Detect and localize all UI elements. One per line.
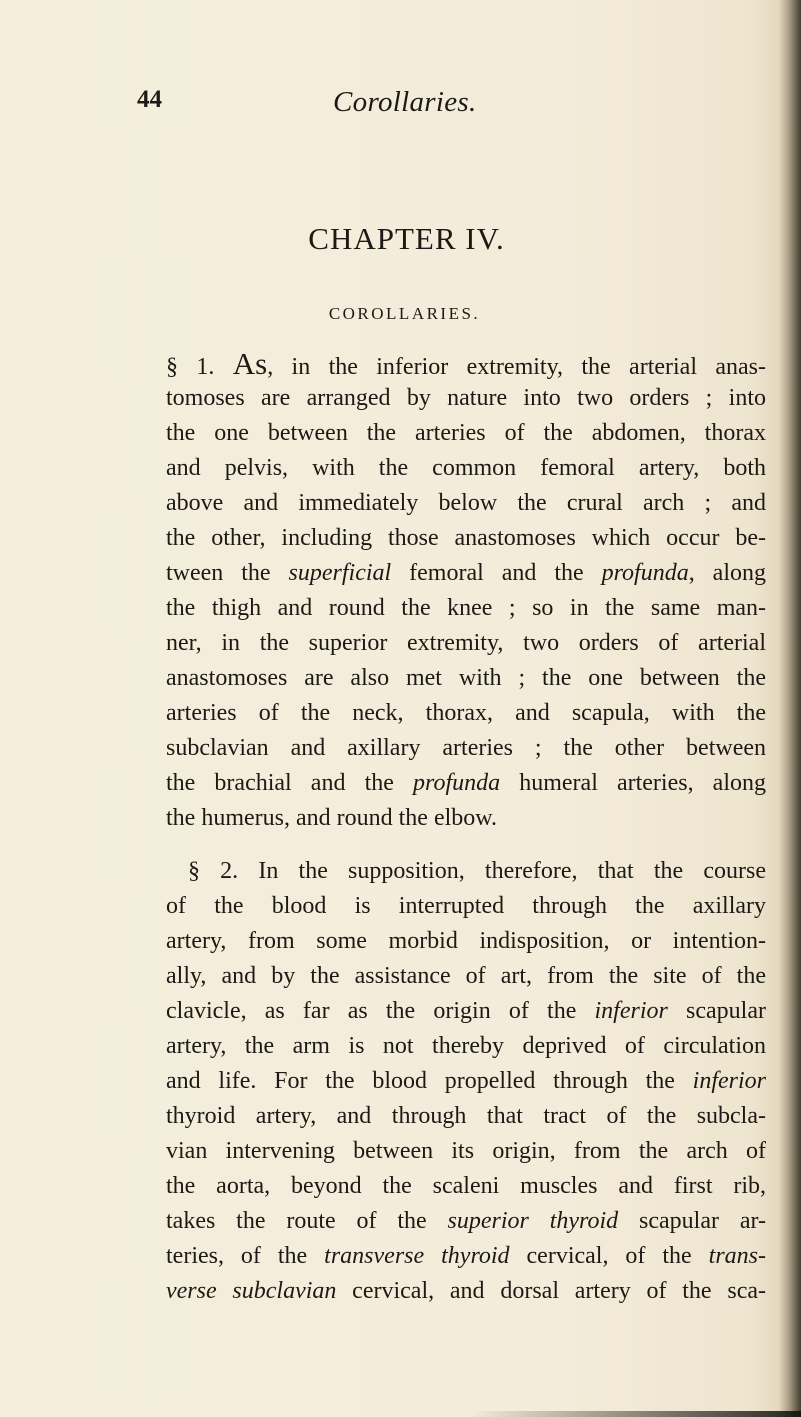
page-edge-shadow	[779, 0, 801, 1417]
page-bottom-shadow	[470, 1411, 801, 1417]
text-line: verse subclavian cervical, and dorsal artery of the sca-	[166, 1278, 766, 1304]
text-line: takes the route of the superior thyroid scapular ar-	[166, 1208, 766, 1234]
page-header	[0, 86, 801, 126]
text-line: anastomoses are also met with ; the one between the	[166, 665, 766, 691]
page-number: 44	[137, 86, 162, 113]
running-head: Corollaries.	[333, 86, 477, 118]
text-line: § 2. In the supposition, therefore, that the course	[188, 858, 766, 884]
body-text	[166, 346, 766, 1309]
text-line: the aorta, beyond the scaleni muscles and first rib,	[166, 1173, 766, 1199]
text-line: tomoses are arranged by nature into two orders ; into	[166, 385, 766, 411]
text-line: above and immediately below the crural arch ; and	[166, 490, 766, 516]
section-title: COROLLARIES.	[328, 304, 481, 323]
text-line: and life. For the blood propelled through the inferior	[166, 1068, 766, 1094]
text-line: ally, and by the assistance of art, from the site of the	[166, 963, 766, 989]
text-line: of the blood is interrupted through the axillary	[166, 893, 766, 919]
text-line: artery, the arm is not thereby deprived of circulation	[166, 1033, 766, 1059]
text-line: subclavian and axillary arteries ; the other between	[166, 735, 766, 761]
text-line: thyroid artery, and through that tract of the subcla-	[166, 1103, 766, 1129]
text-line: the thigh and round the knee ; so in the same man-	[166, 595, 766, 621]
text-line: the humerus, and round the elbow.	[166, 805, 498, 831]
text-line: teries, of the transverse thyroid cervical, of the trans-	[166, 1243, 766, 1269]
chapter-title: CHAPTER IV.	[308, 221, 505, 256]
text-line: the other, including those anastomoses which occur be-	[166, 525, 766, 551]
text-line: vian intervening between its origin, from the arch of	[166, 1138, 766, 1164]
text-line: ner, in the superior extremity, two orders of arterial	[166, 630, 766, 656]
text-line: the one between the arteries of the abdomen, thorax	[166, 420, 766, 446]
text-line: and pelvis, with the common femoral artery, both	[166, 455, 766, 481]
paragraph-gap	[166, 836, 766, 854]
text-line: the brachial and the profunda humeral arteries, along	[166, 770, 767, 796]
text-line: tween the superficial femoral and the profunda, along	[166, 560, 766, 586]
text-line: clavicle, as far as the origin of the inferior scapular	[166, 998, 766, 1024]
text-line: arteries of the neck, thorax, and scapula, with the	[166, 700, 766, 726]
text-line: artery, from some morbid indisposition, or intention-	[166, 928, 766, 954]
text-line: § 1. As, in the inferior extremity, the arterial anas-	[166, 346, 767, 381]
